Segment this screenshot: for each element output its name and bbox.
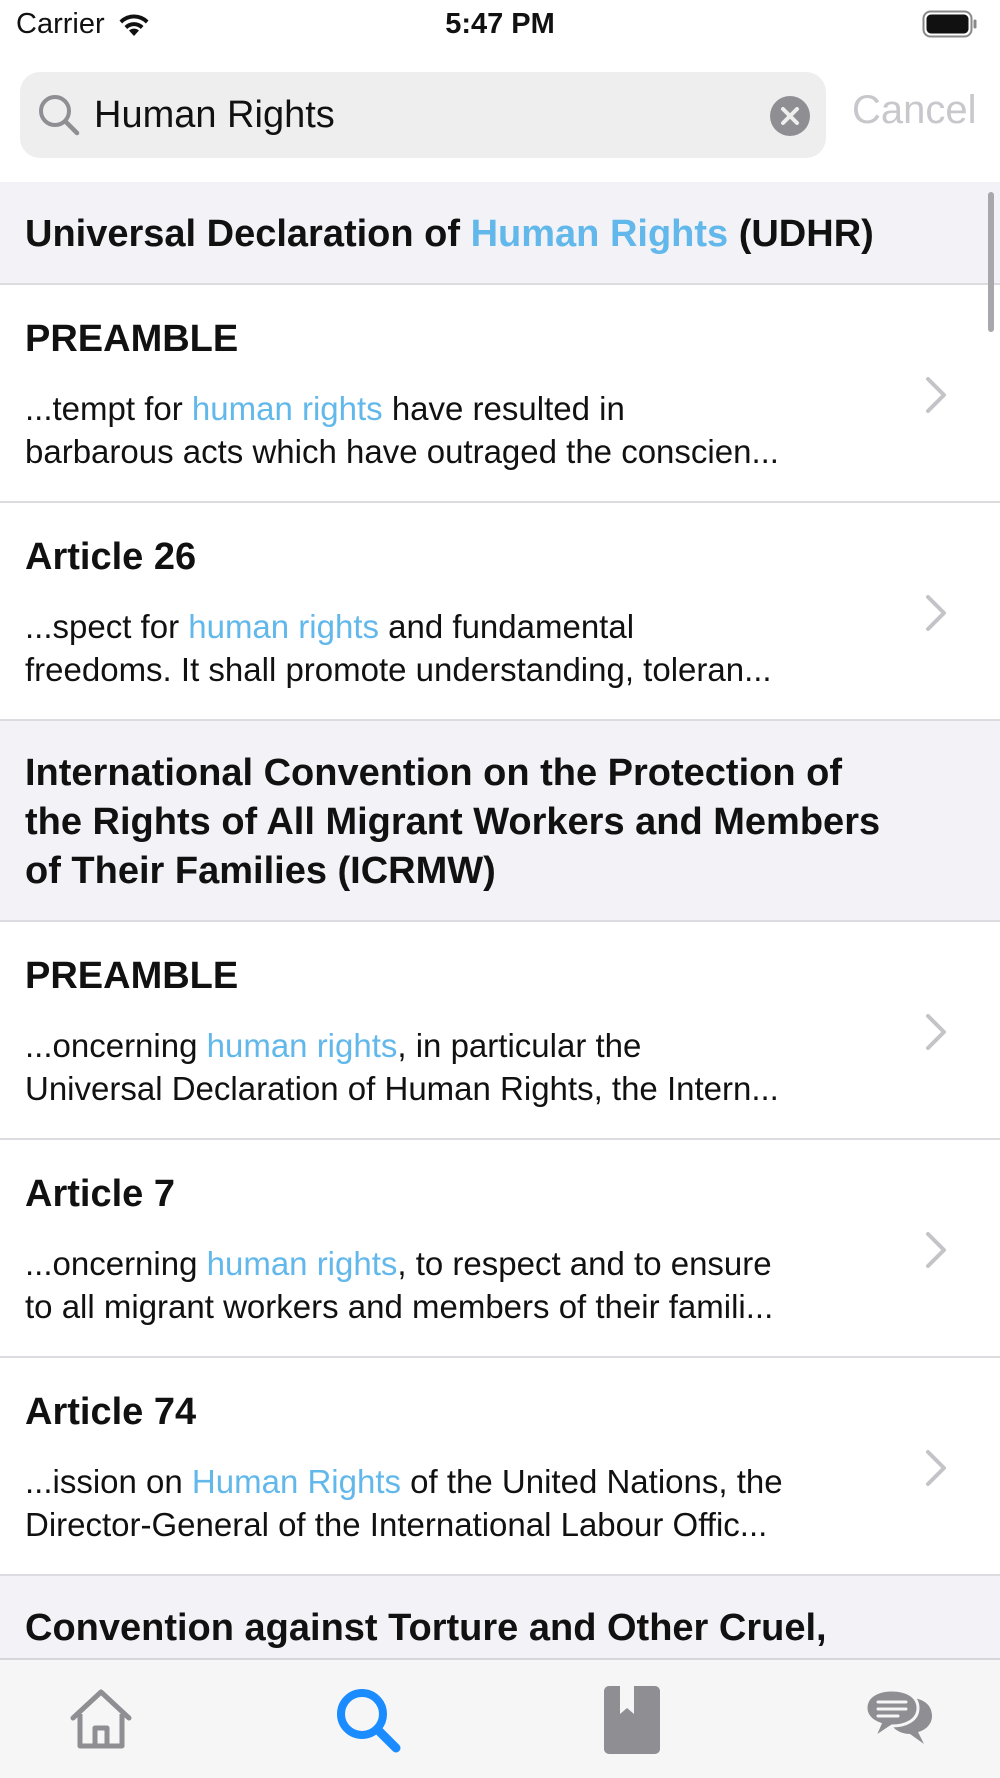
section-title-text: Convention against Torture and Other Cruel, bbox=[25, 1607, 827, 1649]
clock: 5:47 PM bbox=[445, 8, 555, 40]
result-snippet bbox=[25, 1242, 890, 1328]
result-row[interactable] bbox=[0, 285, 1000, 503]
chevron-right-icon bbox=[924, 1230, 948, 1270]
section-title-line: International Convention on the Protection of bbox=[25, 752, 842, 794]
result-title: Article 26 bbox=[25, 536, 197, 578]
search-field[interactable] bbox=[20, 72, 826, 158]
carrier-label: Carrier bbox=[16, 8, 105, 40]
snippet-highlight: human rights bbox=[206, 1245, 398, 1282]
snippet-line-2: Universal Declaration of Human Rights, the Intern... bbox=[25, 1070, 779, 1107]
home-icon bbox=[65, 1684, 137, 1756]
snippet-text: , in particular the bbox=[397, 1027, 642, 1064]
section-title-highlight: Human Rights bbox=[470, 213, 729, 255]
section-title-text: (UDHR) bbox=[728, 213, 874, 255]
result-row[interactable] bbox=[0, 503, 1000, 721]
tab-chat[interactable] bbox=[862, 1684, 934, 1756]
search-icon bbox=[332, 1684, 404, 1756]
snippet-line-2: barbarous acts which have outraged the conscien... bbox=[25, 433, 779, 470]
search-icon bbox=[36, 92, 82, 138]
snippet-text: , to respect and to ensure bbox=[397, 1245, 772, 1282]
snippet-text: ...tempt for bbox=[25, 390, 192, 427]
result-title: PREAMBLE bbox=[25, 955, 239, 997]
snippet-line-2: freedoms. It shall promote understanding, toleran... bbox=[25, 651, 772, 688]
result-title: Article 7 bbox=[25, 1173, 175, 1215]
chevron-right-icon bbox=[924, 375, 948, 415]
result-snippet bbox=[25, 1460, 890, 1546]
result-title: Article 74 bbox=[25, 1391, 197, 1433]
result-snippet bbox=[25, 1024, 890, 1110]
section-header-icrmw bbox=[0, 721, 1000, 922]
result-row[interactable] bbox=[0, 1140, 1000, 1358]
snippet-highlight: Human Rights bbox=[191, 1463, 402, 1500]
snippet-text: and fundamental bbox=[379, 608, 635, 645]
result-title: PREAMBLE bbox=[25, 318, 239, 360]
chevron-right-icon bbox=[924, 1448, 948, 1488]
result-row[interactable] bbox=[0, 1358, 1000, 1576]
search-results-list[interactable] bbox=[0, 182, 1000, 1658]
chevron-right-icon bbox=[924, 1012, 948, 1052]
section-header-udhr bbox=[0, 182, 1000, 285]
chat-icon bbox=[862, 1684, 934, 1756]
snippet-text: have resulted in bbox=[382, 390, 625, 427]
section-title-text: Universal Declaration of bbox=[25, 213, 471, 255]
tab-search[interactable] bbox=[332, 1684, 404, 1756]
section-title-line: the Rights of All Migrant Workers and Members bbox=[25, 801, 881, 843]
snippet-text: ...ission on bbox=[25, 1463, 192, 1500]
snippet-line-2: Director-General of the International Labour Offic... bbox=[25, 1506, 768, 1543]
snippet-highlight: human rights bbox=[191, 390, 383, 427]
snippet-text: ...oncerning bbox=[25, 1027, 207, 1064]
snippet-text: ...oncerning bbox=[25, 1245, 207, 1282]
search-bar bbox=[0, 72, 1000, 160]
battery-icon bbox=[922, 10, 978, 38]
section-header-cat bbox=[0, 1576, 1000, 1658]
result-snippet bbox=[25, 605, 890, 691]
tab-bookmarks[interactable] bbox=[596, 1684, 668, 1756]
tab-home[interactable] bbox=[65, 1684, 137, 1756]
snippet-highlight: human rights bbox=[188, 608, 379, 645]
section-title-line: of Their Families (ICRMW) bbox=[25, 850, 496, 892]
snippet-line-2: to all migrant workers and members of their famili... bbox=[25, 1288, 774, 1325]
search-input[interactable] bbox=[94, 82, 774, 148]
status-bar bbox=[0, 0, 1000, 50]
snippet-text: of the United Nations, the bbox=[401, 1463, 783, 1500]
result-row[interactable] bbox=[0, 922, 1000, 1140]
result-snippet bbox=[25, 387, 890, 473]
snippet-highlight: human rights bbox=[206, 1027, 398, 1064]
bookmark-icon bbox=[596, 1684, 668, 1756]
scroll-indicator[interactable] bbox=[988, 192, 994, 332]
tab-bar bbox=[0, 1658, 1000, 1778]
cancel-button[interactable]: Cancel bbox=[852, 88, 977, 132]
snippet-text: ...spect for bbox=[25, 608, 189, 645]
clear-search-icon[interactable] bbox=[770, 96, 810, 136]
chevron-right-icon bbox=[924, 593, 948, 633]
